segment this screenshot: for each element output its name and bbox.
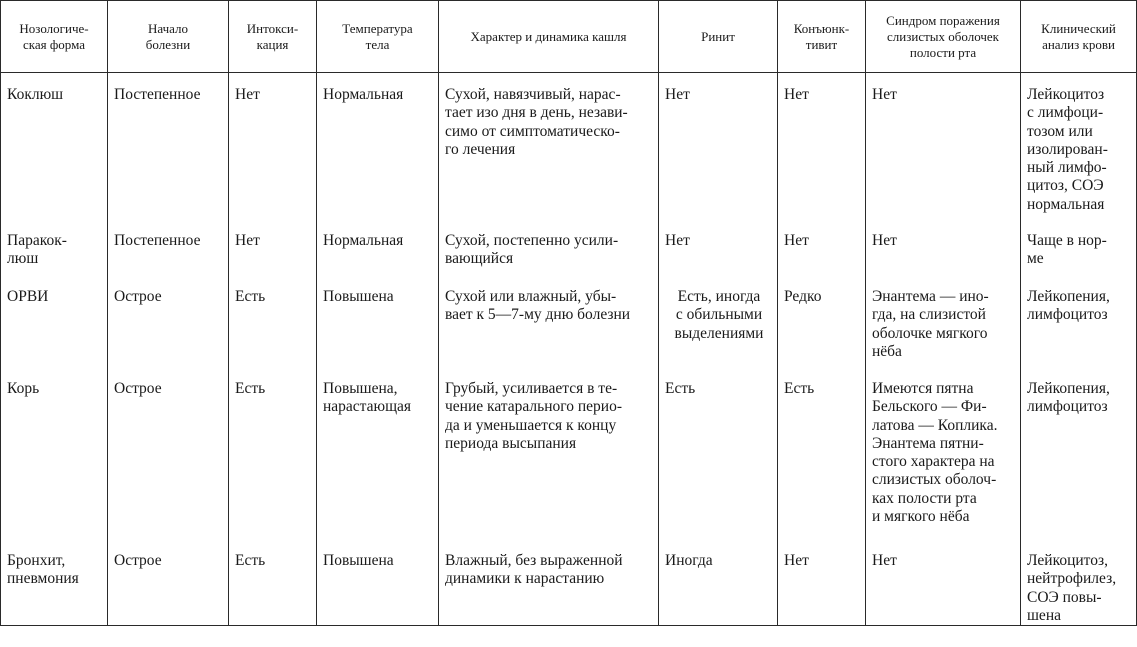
cell-onset: Острое: [108, 275, 229, 367]
cell-temperature: Повышена: [317, 275, 439, 367]
header-row: [1, 1, 1137, 73]
cell-rhinitis: Есть, иногда с обильными выделениями: [659, 275, 778, 367]
cell-cough: Сухой, навязчивый, нарас- тает изо дня в день, незави- симо от симптоматическо- го лечения: [439, 73, 659, 220]
cell-rhinitis: Есть: [659, 367, 778, 539]
cell-mucosa: Нет: [866, 219, 1021, 275]
table-row: [1, 73, 1137, 220]
cell-intoxication: Есть: [229, 367, 317, 539]
header-conjunctivitis: Конъюнк- тивит: [778, 1, 866, 73]
header-intoxication: Интокси- кация: [229, 1, 317, 73]
cell-blood: Чаще в нор- ме: [1021, 219, 1137, 275]
cell-intoxication: Нет: [229, 219, 317, 275]
cell-onset: Постепенное: [108, 73, 229, 220]
cell-onset: Постепенное: [108, 219, 229, 275]
cell-conjunctivitis: Есть: [778, 367, 866, 539]
header-nosological-form: Нозологиче- ская форма: [1, 1, 108, 73]
cell-rhinitis: Иногда: [659, 539, 778, 626]
cell-cough: Сухой или влажный, убы- вает к 5—7-му дню болезни: [439, 275, 659, 367]
cell-cough: Грубый, усиливается в те- чение катарального перио- да и уменьшается к концу периода высыпания: [439, 367, 659, 539]
cell-intoxication: Есть: [229, 275, 317, 367]
cell-temperature: Нормальная: [317, 73, 439, 220]
header-onset: Начало болезни: [108, 1, 229, 73]
table-header: [1, 1, 1137, 73]
table-row: [1, 539, 1137, 626]
cell-rhinitis: Нет: [659, 73, 778, 220]
cell-mucosa: Имеются пятна Бельского — Фи- латова — Коплика. Энантема пятни- стого характера на слизистых оболоч- ках полости рта и мягкого нёба: [866, 367, 1021, 539]
cell-form: Бронхит, пневмония: [1, 539, 108, 626]
cell-temperature: Нормальная: [317, 219, 439, 275]
cell-rhinitis: Нет: [659, 219, 778, 275]
header-mucosa-syndrome: Синдром поражения слизистых оболочек полости рта: [866, 1, 1021, 73]
cell-intoxication: Нет: [229, 73, 317, 220]
cell-mucosa: Нет: [866, 73, 1021, 220]
cell-conjunctivitis: Редко: [778, 275, 866, 367]
cell-conjunctivitis: Нет: [778, 219, 866, 275]
header-cough: Характер и динамика кашля: [439, 1, 659, 73]
cell-form: ОРВИ: [1, 275, 108, 367]
table-row: [1, 275, 1137, 367]
cell-mucosa: Нет: [866, 539, 1021, 626]
cell-conjunctivitis: Нет: [778, 73, 866, 220]
header-temperature: Температура тела: [317, 1, 439, 73]
cell-temperature: Повышена, нарастающая: [317, 367, 439, 539]
table-body: [1, 73, 1137, 626]
cell-cough: Сухой, постепенно усили- вающийся: [439, 219, 659, 275]
cell-onset: Острое: [108, 539, 229, 626]
cell-blood: Лейкоцитоз, нейтрофилез, СОЭ повы- шена: [1021, 539, 1137, 626]
header-blood-analysis: Клинический анализ крови: [1021, 1, 1137, 73]
cell-cough: Влажный, без выраженной динамики к нарастанию: [439, 539, 659, 626]
cell-blood: Лейкопения, лимфоцитоз: [1021, 275, 1137, 367]
cell-conjunctivitis: Нет: [778, 539, 866, 626]
cell-mucosa: Энантема — ино- гда, на слизистой оболочке мягкого нёба: [866, 275, 1021, 367]
header-rhinitis: Ринит: [659, 1, 778, 73]
table-row: [1, 219, 1137, 275]
cell-temperature: Повышена: [317, 539, 439, 626]
cell-form: Паракок- люш: [1, 219, 108, 275]
cell-form: Коклюш: [1, 73, 108, 220]
cell-blood: Лейкопения, лимфоцитоз: [1021, 367, 1137, 539]
cell-blood: Лейкоцитоз с лимфоци- тозом или изолирован- ный лимфо- цитоз, СОЭ нормальная: [1021, 73, 1137, 220]
cell-onset: Острое: [108, 367, 229, 539]
cell-form: Корь: [1, 367, 108, 539]
table-row: [1, 367, 1137, 539]
cell-intoxication: Есть: [229, 539, 317, 626]
